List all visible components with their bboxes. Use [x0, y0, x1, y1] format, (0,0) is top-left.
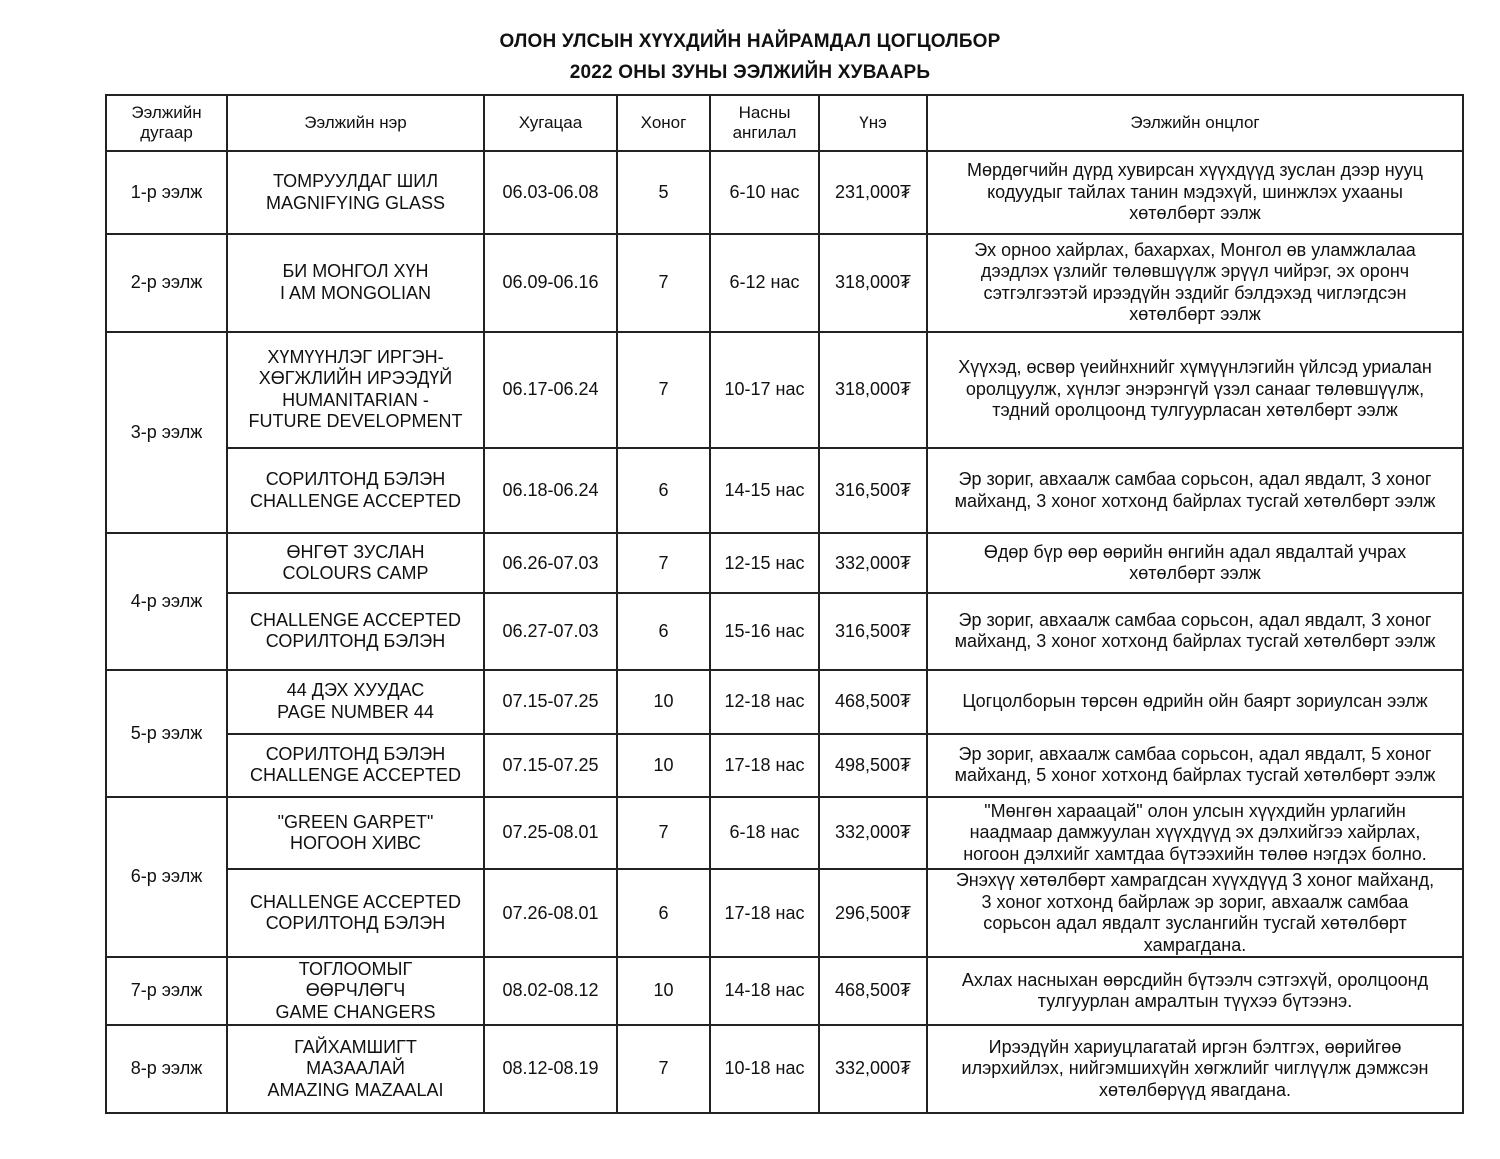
days-cell: 6 [617, 869, 710, 957]
feature-cell [927, 234, 1463, 331]
shift-number-cell: 2-р ээлж [106, 234, 227, 331]
feature-cell [927, 1025, 1463, 1113]
feature-line: оролцуулж, хүнлэг энэрэнгүй үзэл санааг төлөвшүүлж, [965, 378, 1425, 399]
document-subtitle: 2022 ОНЫ ЗУНЫ ЭЭЛЖИЙН ХУВААРЬ [569, 62, 931, 83]
table-row [106, 1025, 1463, 1113]
price-cell: 296,500₮ [819, 869, 927, 957]
shift-name-line: ӨӨРЧЛӨГЧ [305, 980, 406, 1001]
table-row [106, 151, 1463, 234]
shift-name-line: ӨНГӨТ ЗУСЛАН [286, 541, 425, 562]
schedule-body [106, 151, 1463, 1113]
age-cell: 17-18 нас [710, 869, 819, 957]
age-cell: 6-18 нас [710, 797, 819, 869]
age-cell: 6-10 нас [710, 151, 819, 234]
age-cell: 17-18 нас [710, 734, 819, 797]
feature-cell [927, 797, 1463, 869]
days-cell: 5 [617, 151, 710, 234]
shift-name-cell [227, 533, 484, 593]
age-cell: 14-18 нас [710, 957, 819, 1024]
dates-cell: 06.17-06.24 [484, 332, 617, 448]
feature-line: Эр зориг, авхаалж самбаа сорьсон, адал явдалт, 3 хоног [958, 469, 1432, 490]
feature-cell [927, 151, 1463, 234]
feature-line: сорьсон адал явдалт зуслангийн тусгай хөтөлбөрт [983, 913, 1407, 934]
age-cell: 12-15 нас [710, 533, 819, 593]
dates-cell: 06.27-07.03 [484, 593, 617, 669]
shift-name-line: СОРИЛТОНД БЭЛЭН [265, 743, 446, 764]
days-cell: 7 [617, 234, 710, 331]
shift-name-line: ТОМРУУЛДАГ ШИЛ [272, 171, 439, 192]
shift-name-line: НОГООН ХИВС [289, 833, 422, 854]
shift-name-cell [227, 869, 484, 957]
days-cell: 7 [617, 533, 710, 593]
dates-cell: 07.15-07.25 [484, 734, 617, 797]
dates-cell: 06.26-07.03 [484, 533, 617, 593]
shift-name-line: МАЗААЛАЙ [306, 1058, 405, 1079]
shift-name-cell [227, 332, 484, 448]
shift-name-line: CHALLENGE ACCEPTED [249, 609, 462, 630]
feature-line: Хүүхэд, өсвөр үеийнхнийг хүмүүнлэгийн үйлсэд уриалан [958, 357, 1432, 378]
feature-line: хамрагдана. [1143, 934, 1247, 955]
shift-number-cell: 5-р ээлж [106, 670, 227, 797]
days-cell: 6 [617, 448, 710, 533]
shift-name-cell [227, 957, 484, 1024]
shift-number-cell: 3-р ээлж [106, 332, 227, 534]
shift-name-cell [227, 1025, 484, 1113]
table-row [106, 448, 1463, 533]
feature-line: хөтөлбөрт ээлж [1129, 304, 1261, 325]
age-cell: 10-18 нас [710, 1025, 819, 1113]
shift-name-cell [227, 734, 484, 797]
price-cell: 332,000₮ [819, 1025, 927, 1113]
dates-cell: 06.09-06.16 [484, 234, 617, 331]
feature-cell [927, 593, 1463, 669]
shift-name-line: AMAZING MAZAALAI [267, 1079, 444, 1100]
price-cell: 332,000₮ [819, 533, 927, 593]
dates-cell: 07.26-08.01 [484, 869, 617, 957]
column-header-line: дугаар [140, 123, 193, 142]
age-cell: 14-15 нас [710, 448, 819, 533]
shift-name-line: HUMANITARIAN - [282, 389, 429, 410]
shift-number-cell: 1-р ээлж [106, 151, 227, 234]
shift-name-line: ХҮМҮҮНЛЭГ ИРГЭН- [267, 346, 444, 367]
feature-cell [927, 957, 1463, 1024]
feature-line: Эр зориг, авхаалж самбаа сорьсон, адал явдалт, 3 хоног [958, 609, 1432, 630]
table-row [106, 670, 1463, 734]
column-header-number [106, 95, 227, 151]
feature-cell [927, 734, 1463, 797]
feature-line: майханд, 3 хоног хотхонд байрлах тусгай хөтөлбөрт ээлж [954, 490, 1436, 511]
feature-line: хөтөлбөрт ээлж [1129, 203, 1261, 224]
age-cell: 10-17 нас [710, 332, 819, 448]
age-cell: 12-18 нас [710, 670, 819, 734]
dates-cell: 07.25-08.01 [484, 797, 617, 869]
feature-cell [927, 869, 1463, 957]
table-row [106, 957, 1463, 1024]
shift-name-line: MAGNIFYING GLASS [265, 192, 446, 213]
days-cell: 10 [617, 957, 710, 1024]
shift-name-line: CHALLENGE ACCEPTED [249, 490, 462, 511]
column-header-price: Үнэ [819, 95, 927, 151]
shift-name-line: ТОГЛООМЫГ [298, 958, 413, 979]
shift-name-line: CHALLENGE ACCEPTED [249, 891, 462, 912]
price-cell: 316,500₮ [819, 593, 927, 669]
feature-line: илэрхийлэх, нийгэмшихүйн хөгжлийг чиглүүлж дэмжсэн [961, 1058, 1429, 1079]
header-row [106, 95, 1463, 151]
table-row [106, 869, 1463, 957]
table-row [106, 734, 1463, 797]
feature-cell [927, 332, 1463, 448]
price-cell: 468,500₮ [819, 670, 927, 734]
price-cell: 318,000₮ [819, 234, 927, 331]
feature-line: Өдөр бүр өөр өөрийн өнгийн адал явдалтай учрах [983, 541, 1407, 562]
table-row [106, 593, 1463, 669]
shift-name-cell [227, 593, 484, 669]
feature-line: кодуудыг тайлах танин мэдэхүй, шинжлэх ухааны [987, 181, 1403, 202]
price-cell: 316,500₮ [819, 448, 927, 533]
price-cell: 498,500₮ [819, 734, 927, 797]
column-header-line: ангилал [732, 123, 797, 142]
shift-name-line: I AM MONGOLIAN [279, 282, 432, 303]
shift-name-cell [227, 448, 484, 533]
dates-cell: 08.12-08.19 [484, 1025, 617, 1113]
feature-line: "Мөнгөн хараацай" олон улсын хүүхдийн урлагийн [984, 800, 1406, 821]
shift-name-cell [227, 797, 484, 869]
column-header-age [710, 95, 819, 151]
shift-name-line: ГАЙХАМШИГТ [294, 1036, 417, 1057]
column-header-line: Ээлжийн [131, 103, 202, 122]
column-header-name: Ээлжийн нэр [227, 95, 484, 151]
feature-line: майханд, 3 хоног хотхонд байрлах тусгай хөтөлбөрт ээлж [954, 631, 1436, 652]
days-cell: 7 [617, 797, 710, 869]
days-cell: 10 [617, 670, 710, 734]
feature-cell [927, 448, 1463, 533]
price-cell: 318,000₮ [819, 332, 927, 448]
shift-name-line: PAGE NUMBER 44 [277, 701, 434, 722]
feature-line: тэдний оролцоонд тулгуурласан хөтөлбөрт ээлж [992, 400, 1398, 421]
shift-number-cell: 8-р ээлж [106, 1025, 227, 1113]
shift-number-cell: 7-р ээлж [106, 957, 227, 1024]
shift-name-line: СОРИЛТОНД БЭЛЭН [265, 631, 446, 652]
shift-name-line: GAME CHANGERS [275, 1001, 436, 1022]
shift-name-cell [227, 234, 484, 331]
column-header-line: Насны [738, 103, 791, 122]
days-cell: 10 [617, 734, 710, 797]
feature-line: наадмаар дамжуулан хүүхдүүд эх дэлхийгээ хайрлах, [969, 822, 1421, 843]
column-header-days: Хоног [617, 95, 710, 151]
table-row [106, 533, 1463, 593]
column-header-dates: Хугацаа [484, 95, 617, 151]
feature-line: хөтөлбөрүүд явагдана. [1099, 1079, 1291, 1100]
price-cell: 231,000₮ [819, 151, 927, 234]
feature-line: Эх орноо хайрлах, бахархах, Монгол өв уламжлалаа [974, 239, 1416, 260]
dates-cell: 06.18-06.24 [484, 448, 617, 533]
feature-line: хөтөлбөрт ээлж [1129, 563, 1261, 584]
feature-line: тулгуурлан амралтын түүхээ бүтээнэ. [1037, 991, 1353, 1012]
dates-cell: 06.03-06.08 [484, 151, 617, 234]
shift-name-line: СОРИЛТОНД БЭЛЭН [265, 469, 446, 490]
feature-cell [927, 670, 1463, 734]
feature-line: майханд, 5 хоног хотхонд байрлах тусгай хөтөлбөрт ээлж [954, 765, 1436, 786]
shift-number-cell: 4-р ээлж [106, 533, 227, 669]
feature-line: Эр зориг, авхаалж самбаа сорьсон, адал явдалт, 5 хоног [958, 743, 1432, 764]
age-cell: 15-16 нас [710, 593, 819, 669]
feature-line: Ирээдүйн хариуцлагатай иргэн бэлтгэх, өөрийгөө [988, 1036, 1402, 1057]
days-cell: 6 [617, 593, 710, 669]
days-cell: 7 [617, 1025, 710, 1113]
feature-line: ногоон дэлхийг хамтдаа бүтээхийн төлөө нэгдэх болно. [963, 843, 1427, 864]
shift-name-line: COLOURS CAMP [282, 563, 429, 584]
dates-cell: 08.02-08.12 [484, 957, 617, 1024]
feature-line: Ахлах насныхан өөрсдийн бүтээлч сэтгэхүй, оролцоонд [961, 969, 1429, 990]
price-cell: 468,500₮ [819, 957, 927, 1024]
table-row [106, 332, 1463, 448]
feature-line: дээдлэх үзлийг төлөвшүүлж эрүүл чийрэг, эх оронч [980, 261, 1410, 282]
age-cell: 6-12 нас [710, 234, 819, 331]
table-row [106, 234, 1463, 331]
feature-line: сэтгэлгээтэй ирээдүйн эздийг бэлдэхэд чиглэгдсэн [983, 282, 1407, 303]
shift-name-line: ХӨГЖЛИЙН ИРЭЭДҮЙ [258, 368, 453, 389]
shift-name-line: CHALLENGE ACCEPTED [249, 765, 462, 786]
feature-line: Энэхүү хөтөлбөрт хамрагдсан хүүхдүүд 3 хоног майханд, [955, 870, 1435, 891]
shift-name-line: FUTURE DEVELOPMENT [248, 411, 463, 432]
table-row [106, 797, 1463, 869]
dates-cell: 07.15-07.25 [484, 670, 617, 734]
shift-name-line: 44 ДЭХ ХУУДАС [286, 680, 425, 701]
shift-name-line: СОРИЛТОНД БЭЛЭН [265, 913, 446, 934]
column-header-feature: Ээлжийн онцлог [927, 95, 1463, 151]
feature-line: 3 хоног хотхонд байрлаж эр зориг, авхаалж самбаа [981, 891, 1409, 912]
feature-cell [927, 533, 1463, 593]
shift-name-line: "GREEN GARPET" [277, 811, 434, 832]
feature-line: Цогцолборын төрсөн өдрийн ойн баярт зориулсан ээлж [962, 690, 1428, 711]
shift-name-line: БИ МОНГОЛ ХҮН [282, 261, 429, 282]
shift-name-cell [227, 670, 484, 734]
schedule-table [105, 94, 1464, 1114]
document-title: ОЛОН УЛСЫН ХҮҮХДИЙН НАЙРАМДАЛ ЦОГЦОЛБОР [499, 31, 1001, 52]
feature-line: Мөрдөгчийн дүрд хувирсан хүүхдүүд зуслан дээр нууц [967, 160, 1423, 181]
price-cell: 332,000₮ [819, 797, 927, 869]
shift-name-cell [227, 151, 484, 234]
shift-number-cell: 6-р ээлж [106, 797, 227, 957]
days-cell: 7 [617, 332, 710, 448]
